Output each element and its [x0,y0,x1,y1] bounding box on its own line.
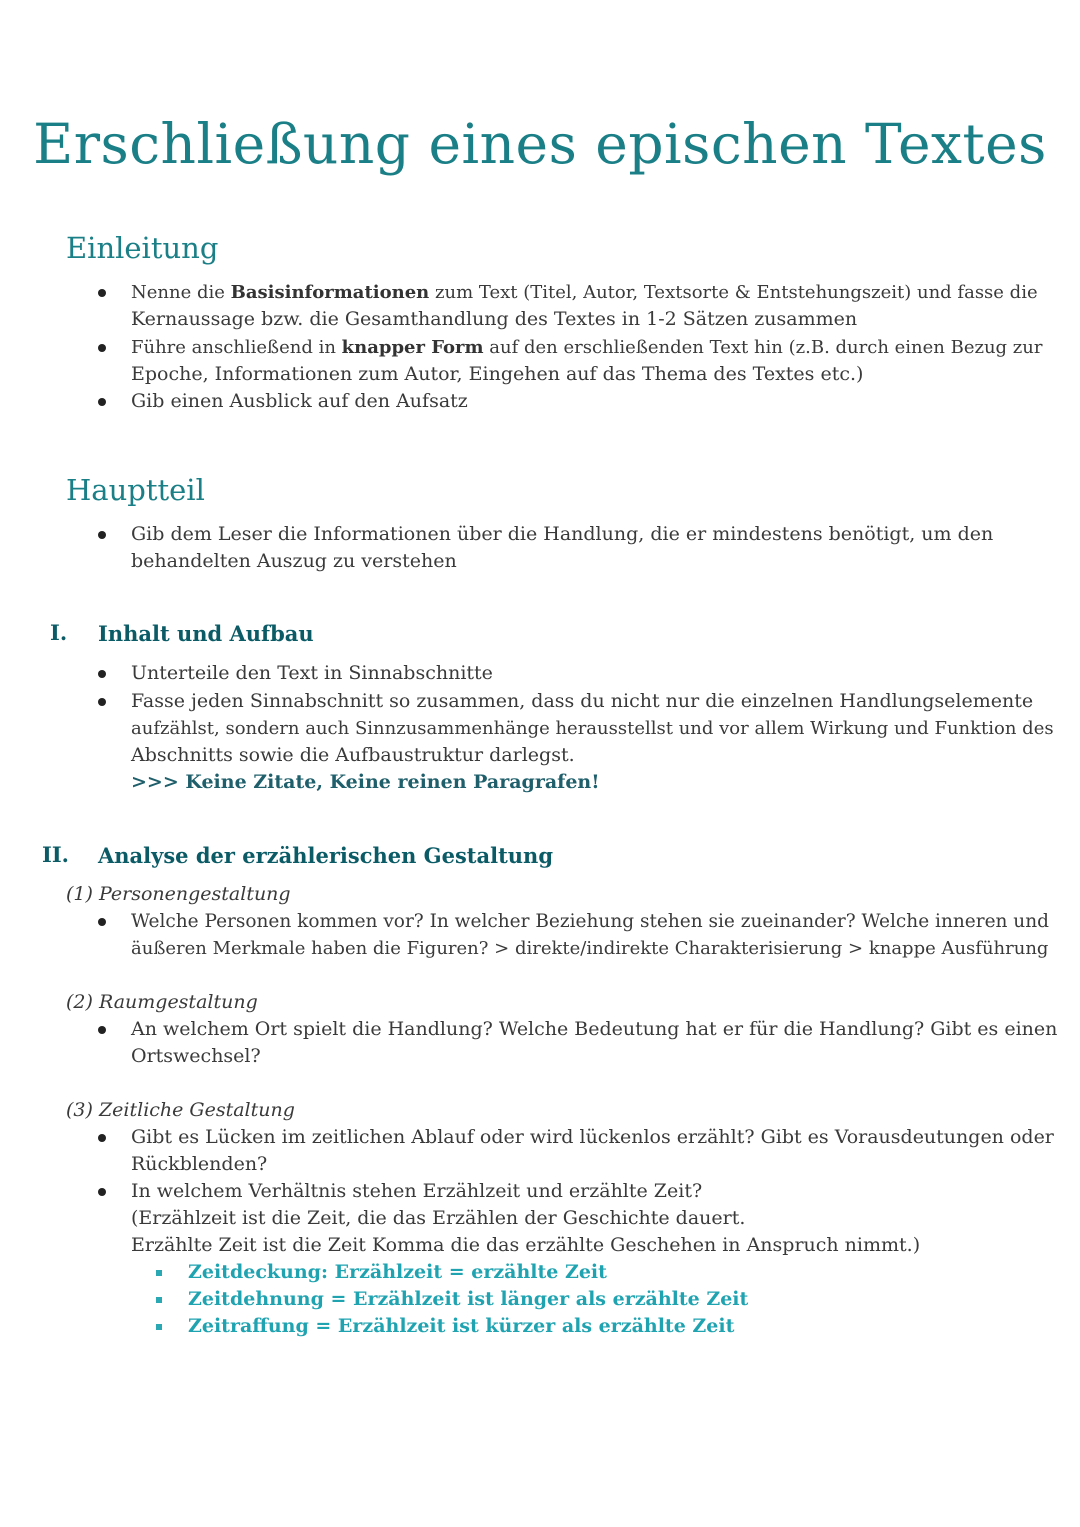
einleitung-bullet-3: Gib einen Ausblick auf den Aufsatz [131,390,468,412]
sub3-bullet-2-line-1: In welchem Verhältnis stehen Erzählzeit und erzählte Zeit? [131,1180,703,1202]
zeit-item-2: Zeitdehnung = Erzählzeit ist länger als erzählte Zeit [188,1288,749,1310]
bullet-icon [98,344,106,352]
zeit-item-3: Zeitraffung = Erzählzeit ist kürzer als erzählte Zeit [188,1315,735,1337]
section1-bullet-2-line-2: aufzählst, sondern auch Sinnzusammenhänge herausstellst und vor allem Wirkung und Funktion des [131,718,1054,739]
bullet-icon [98,670,106,678]
sub1-bullet-1-line-1: Welche Personen kommen vor? In welcher Beziehung stehen sie zueinander? Welche inneren und [131,911,1049,932]
square-bullet-icon [156,1297,162,1303]
bullet-icon [98,1188,106,1196]
einleitung-bullet-1-line-2: Kernaussage bzw. die Gesamthandlung des Textes in 1-2 Sätzen zusammen [131,308,858,330]
square-bullet-icon [156,1324,162,1330]
bullet-icon [98,1026,106,1034]
heading-inhalt-aufbau: Inhalt und Aufbau [98,621,314,646]
section1-bullet-2-line-3: Abschnitts sowie die Aufbaustruktur darlegst. [131,744,575,766]
section-numeral-1: I. [50,620,68,645]
bullet-icon [98,1134,106,1142]
section-numeral-2: II. [42,842,69,867]
bullet-icon [98,531,106,539]
square-bullet-icon [156,1270,162,1276]
section1-bullet-2-line-1: Fasse jeden Sinnabschnitt so zusammen, dass du nicht nur die einzelnen Handlungselemente [131,690,1034,712]
section1-note: >>> Keine Zitate, Keine reinen Paragrafen! [131,771,600,793]
section1-bullet-1: Unterteile den Text in Sinnabschnitte [131,662,493,684]
bullet-icon [98,289,106,297]
einleitung-bullet-1-line-1: Nenne die Basisinformationen zum Text (Titel, Autor, Textsorte & Entstehungszeit) und fasse die [131,282,1038,303]
heading-hauptteil: Hauptteil [66,473,205,507]
sub3-bullet-1-line-2: Rückblenden? [131,1153,268,1175]
zeit-item-1: Zeitdeckung: Erzählzeit = erzählte Zeit [188,1261,607,1283]
sub-heading-personengestaltung: (1) Personengestaltung [66,883,291,905]
heading-analyse: Analyse der erzählerischen Gestaltung [98,843,554,868]
sub-heading-raumgestaltung: (2) Raumgestaltung [66,991,258,1013]
bullet-icon [98,698,106,706]
sub2-bullet-1-line-2: Ortswechsel? [131,1045,261,1067]
sub2-bullet-1-line-1: An welchem Ort spielt die Handlung? Welche Bedeutung hat er für die Handlung? Gibt es einen [131,1018,1058,1040]
einleitung-bullet-2-line-1: Führe anschließend in knapper Form auf den erschließenden Text hin (z.B. durch einen Bezug zur [131,337,1043,358]
hauptteil-bullet-1-line-1: Gib dem Leser die Informationen über die Handlung, die er mindestens benötigt, um den [131,523,994,545]
sub3-bullet-2-line-3: Erzählte Zeit ist die Zeit Komma die das erzählte Geschehen in Anspruch nimmt.) [131,1234,921,1256]
hauptteil-bullet-1-line-2: behandelten Auszug zu verstehen [131,550,457,572]
page-title: Erschließung eines epischen Textes [33,112,1047,176]
sub1-bullet-1-line-2: äußeren Merkmale haben die Figuren? > direkte/indirekte Charakterisierung > knappe Ausführung [131,938,1049,959]
heading-einleitung: Einleitung [66,231,219,265]
sub3-bullet-2-line-2: (Erzählzeit ist die Zeit, die das Erzählen der Geschichte dauert. [131,1207,746,1229]
sub3-bullet-1-line-1: Gibt es Lücken im zeitlichen Ablauf oder wird lückenlos erzählt? Gibt es Vorausdeutungen oder [131,1126,1054,1148]
einleitung-bullet-2-line-2: Epoche, Informationen zum Autor, Eingehen auf das Thema des Textes etc.) [131,363,864,385]
bullet-icon [98,398,106,406]
bullet-icon [98,918,106,926]
sub-heading-zeitliche-gestaltung: (3) Zeitliche Gestaltung [66,1099,295,1121]
